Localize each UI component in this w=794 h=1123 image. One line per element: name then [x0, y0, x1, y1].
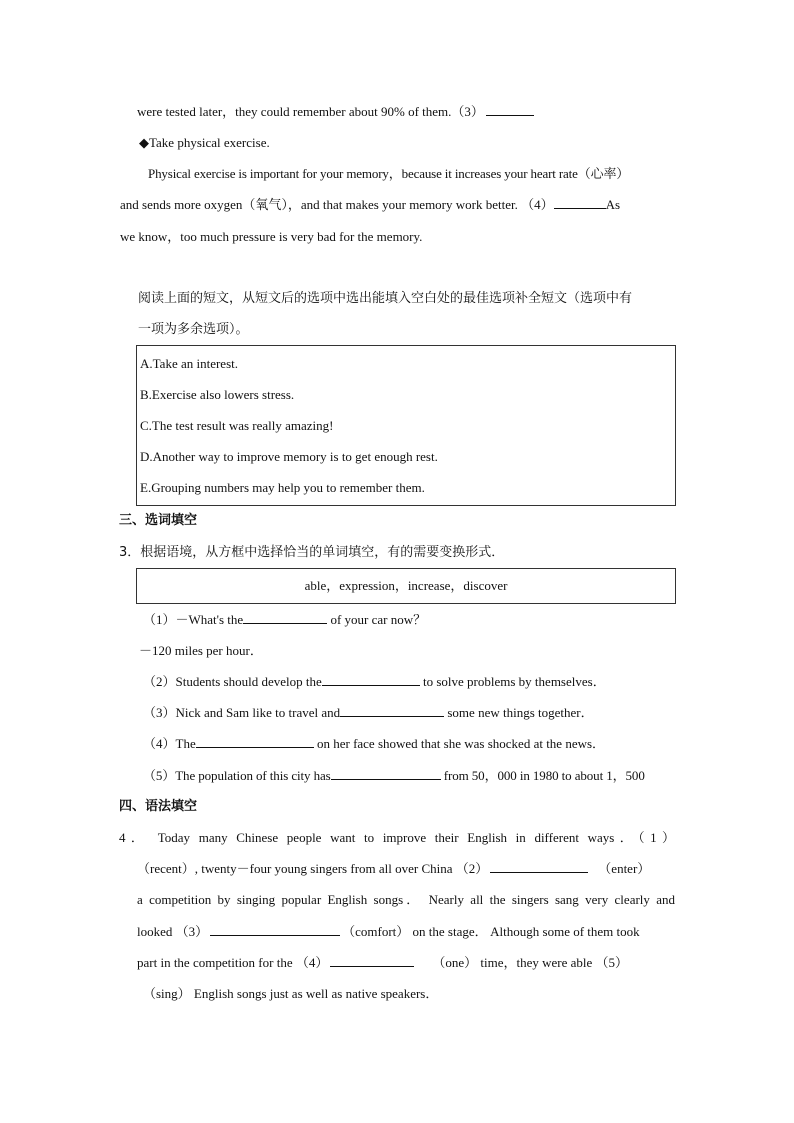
question-prompt: 3．根据语境，从方框中选择恰当的单词填空，有的需要变换形式． — [119, 545, 505, 560]
answer-blank[interactable] — [490, 860, 588, 873]
passage-text: looked （3） — [137, 924, 209, 939]
question-line — [143, 704, 594, 722]
question-line — [143, 673, 606, 691]
passage-text: （recent）, twenty－four young singers from all over China （2） — [137, 861, 489, 876]
question-text: （4）The — [143, 736, 196, 751]
passage-line: a competition by singing popular English songs． Nearly all the singers sang very clearly and — [137, 892, 675, 907]
answer-blank[interactable] — [322, 673, 420, 686]
paragraph-line — [120, 196, 620, 214]
answer-line: －120 miles per hour． — [139, 643, 263, 658]
passage-text: part in the competition for the （4） — [137, 955, 329, 970]
reading-text: were tested later，they could remember about 90% of them.（3） — [137, 104, 484, 119]
paragraph-line: Physical exercise is important for your memory，because it increases your heart rate（心率） — [148, 166, 630, 181]
passage-line: （sing） English songs just as well as native speakers． — [143, 986, 439, 1001]
paragraph-line: we know，too much pressure is very bad for the memory. — [120, 229, 423, 244]
passage-line — [137, 954, 628, 972]
answer-blank[interactable] — [331, 767, 441, 780]
answer-blank[interactable] — [330, 954, 414, 967]
question-text: to solve problems by themselves． — [419, 674, 606, 689]
question-text: some new things together． — [444, 705, 594, 720]
option-b: B.Exercise also lowers stress. — [140, 387, 295, 402]
question-line — [143, 767, 645, 785]
paragraph-text: and sends more oxygen（氧气），and that makes your memory work better. （4） — [120, 197, 554, 212]
word-list: able，expression，increase，discover — [304, 578, 508, 593]
passage-text: （one） time，they were able （5） — [432, 955, 629, 970]
question-line — [143, 611, 426, 629]
section-heading: 三、选词填空 — [119, 513, 198, 528]
question-text: （1）－What's the — [143, 612, 244, 627]
answer-blank[interactable] — [243, 611, 327, 624]
passage-line — [137, 860, 650, 878]
question-text: （3）Nick and Sam like to travel and — [143, 705, 341, 720]
reading-line — [137, 103, 534, 121]
options-box — [136, 345, 676, 506]
question-text: of your car now？ — [327, 612, 427, 627]
passage-text: （comfort） on the stage． Although some of them took — [342, 924, 640, 939]
question-line — [143, 735, 605, 753]
option-c: C.The test result was really amazing! — [140, 418, 334, 433]
answer-blank[interactable] — [554, 196, 606, 209]
paragraph-text: As — [605, 197, 621, 212]
option-e: E.Grouping numbers may help you to remember them. — [140, 480, 425, 495]
question-text: （2）Students should develop the — [143, 674, 322, 689]
word-box — [136, 568, 676, 604]
question-text: from 50，000 in 1980 to about 1，500 — [440, 768, 645, 783]
option-a: A.Take an interest. — [140, 356, 238, 371]
instruction-line: 阅读上面的短文，从短文后的选项中选出能填入空白处的最佳选项补全短文（选项中有 — [138, 291, 633, 306]
passage-line — [137, 923, 640, 941]
answer-blank[interactable] — [486, 103, 534, 116]
answer-blank[interactable] — [196, 735, 314, 748]
tip-heading: ◆Take physical exercise. — [139, 135, 270, 150]
passage-line: 4． Today many Chinese people want to improve their English in different ways．（1） — [119, 830, 675, 845]
answer-blank[interactable] — [340, 704, 444, 717]
instruction-line: 一项为多余选项）。 — [138, 322, 249, 337]
answer-blank[interactable] — [210, 923, 340, 936]
option-d: D.Another way to improve memory is to get enough rest. — [140, 449, 438, 464]
question-text: （5）The population of this city has — [143, 768, 331, 783]
question-text: on her face showed that she was shocked at the news． — [313, 736, 606, 751]
section-heading: 四、语法填空 — [119, 799, 198, 814]
passage-text: （enter） — [598, 861, 651, 876]
